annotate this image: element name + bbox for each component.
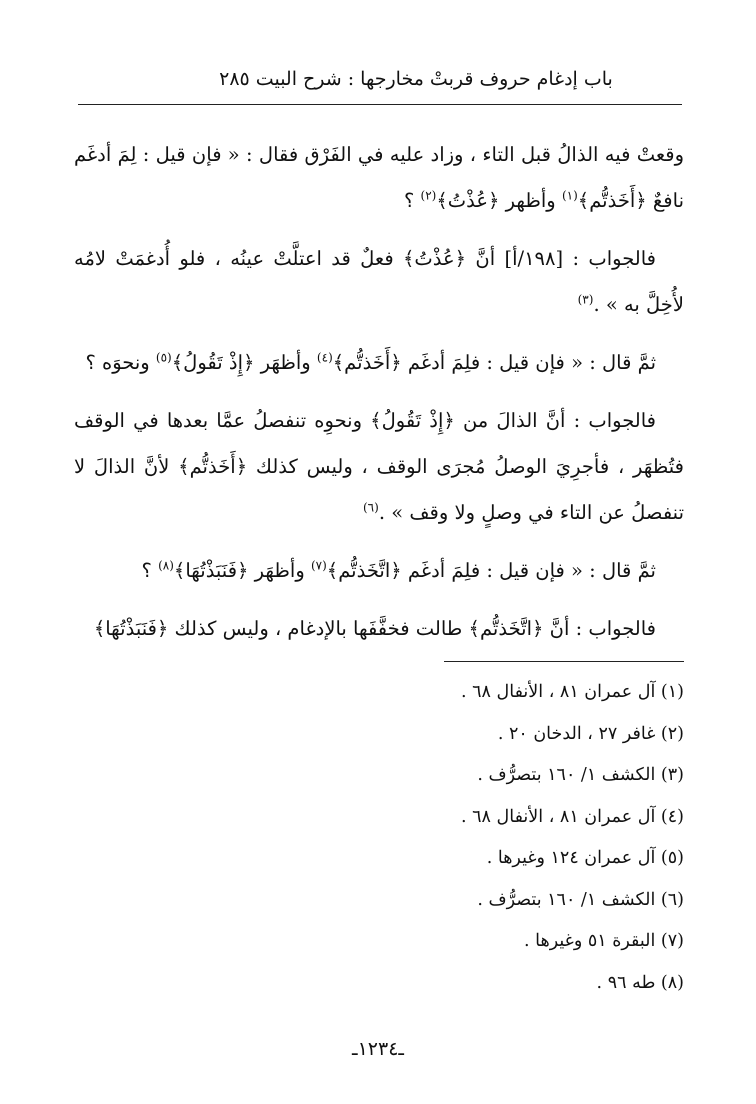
footnote-4: (٤) آل عمران ٨١ ، الأنفال ٦٨ . — [461, 806, 684, 827]
paragraph-text: ونحوَه ؟ — [85, 351, 156, 374]
page-number: ـ١٢٣٤ـ — [352, 1038, 404, 1060]
paragraph-4 — [74, 398, 684, 536]
footnote-ref: (٣) — [577, 292, 594, 307]
footnotes-list — [124, 672, 684, 1004]
paragraph-text: ثمَّ قال : « فإن قيل : فلِمَ أدغَم ﴿أَخَذتُّم﴾ — [332, 351, 656, 374]
footnote-ref: (٤) — [316, 350, 333, 365]
paragraph-6 — [74, 606, 684, 652]
paragraph-text: ؟ — [141, 559, 159, 582]
footnote-ref: (٥) — [155, 350, 172, 365]
paragraph-text: وقعتْ فيه الذالُ قبل التاء ، وزاد عليه في الفَرْق فقال : « فإن قيل : لِمَ أدغَم نافعٌ ﴿أَخَذتُّم﴾ — [74, 143, 684, 212]
paragraph-text: وأظهر ﴿عُذْتُ﴾ — [436, 189, 562, 212]
footnote-ref: (٨) — [158, 558, 174, 573]
paragraph-5 — [74, 548, 684, 594]
footnote-8: (٨) طه ٩٦ . — [596, 972, 684, 993]
footnote-ref: (٧) — [310, 558, 327, 573]
paragraph-text: وأظهَر ﴿إِذْ تَقُولُ﴾ — [171, 351, 317, 374]
header-rule — [78, 104, 682, 105]
footnote-1: (١) آل عمران ٨١ ، الأنفال ٦٨ . — [461, 682, 684, 702]
paragraph-text: فالجواب : أنَّ ﴿اتَّخَذتُّم﴾ طالت فخفَّفَها بالإدغام ، وليس كذلك ﴿فَنَبَذْتُهَا﴾ — [93, 617, 656, 640]
footnote-ref: (٦) — [362, 500, 379, 515]
footnote-3: (٣) الكشف ١/ ١٦٠ بتصرُّف . — [477, 765, 684, 785]
paragraph-text: ؟ — [403, 189, 421, 212]
footnote-ref: (٢) — [420, 188, 437, 203]
footnote-ref: (١) — [561, 188, 578, 203]
footnote-7: (٧) البقرة ٥١ وغيرها . — [524, 931, 684, 951]
footnote-2: (٢) غافر ٢٧ ، الدخان ٢٠ . — [497, 723, 684, 744]
paragraph-text: فالجواب : أنَّ الذالَ من ﴿إِذْ تَقُولُ﴾ ونحوِه تنفصلُ عمَّا بعدها في الوقف فتُظهَر ، فأجرِيَ الوصلُ مُجرَى الوقف ، وليس كذلك ﴿أَخَذتُّم﴾ لأنَّ الذالَ لا تنفصلُ عن التاء في وصلٍ ولا وقف » . — [74, 409, 684, 524]
footnote-separator — [444, 661, 684, 662]
paragraph-text: فالجواب : [١٩٨/أ] أنَّ ﴿عُذْتُ﴾ فعلٌ قد اعتلَّتْ عينُه ، فلو أُدغمَتْ لامُه لأُخِلَّ به » . — [74, 247, 684, 316]
paragraph-text: ثمَّ قال : « فإن قيل : فلِمَ أدغَم ﴿اتَّخَذتُّم﴾ — [326, 559, 656, 582]
paragraph-text: وأظهَر ﴿فَنَبَذْتُهَا﴾ — [173, 559, 311, 582]
running-header: باب إدغام حروف قربتْ مخارجها : شرح البيت ٢٨٥ — [219, 68, 613, 90]
paragraph-1 — [74, 132, 684, 224]
footnote-6: (٦) الكشف ١/ ١٦٠ بتصرُّف . — [477, 889, 684, 910]
paragraph-2 — [74, 236, 684, 328]
main-text — [74, 132, 684, 664]
footnote-5: (٥) آل عمران ١٢٤ وغيرها . — [486, 848, 684, 868]
paragraph-3 — [74, 340, 684, 386]
